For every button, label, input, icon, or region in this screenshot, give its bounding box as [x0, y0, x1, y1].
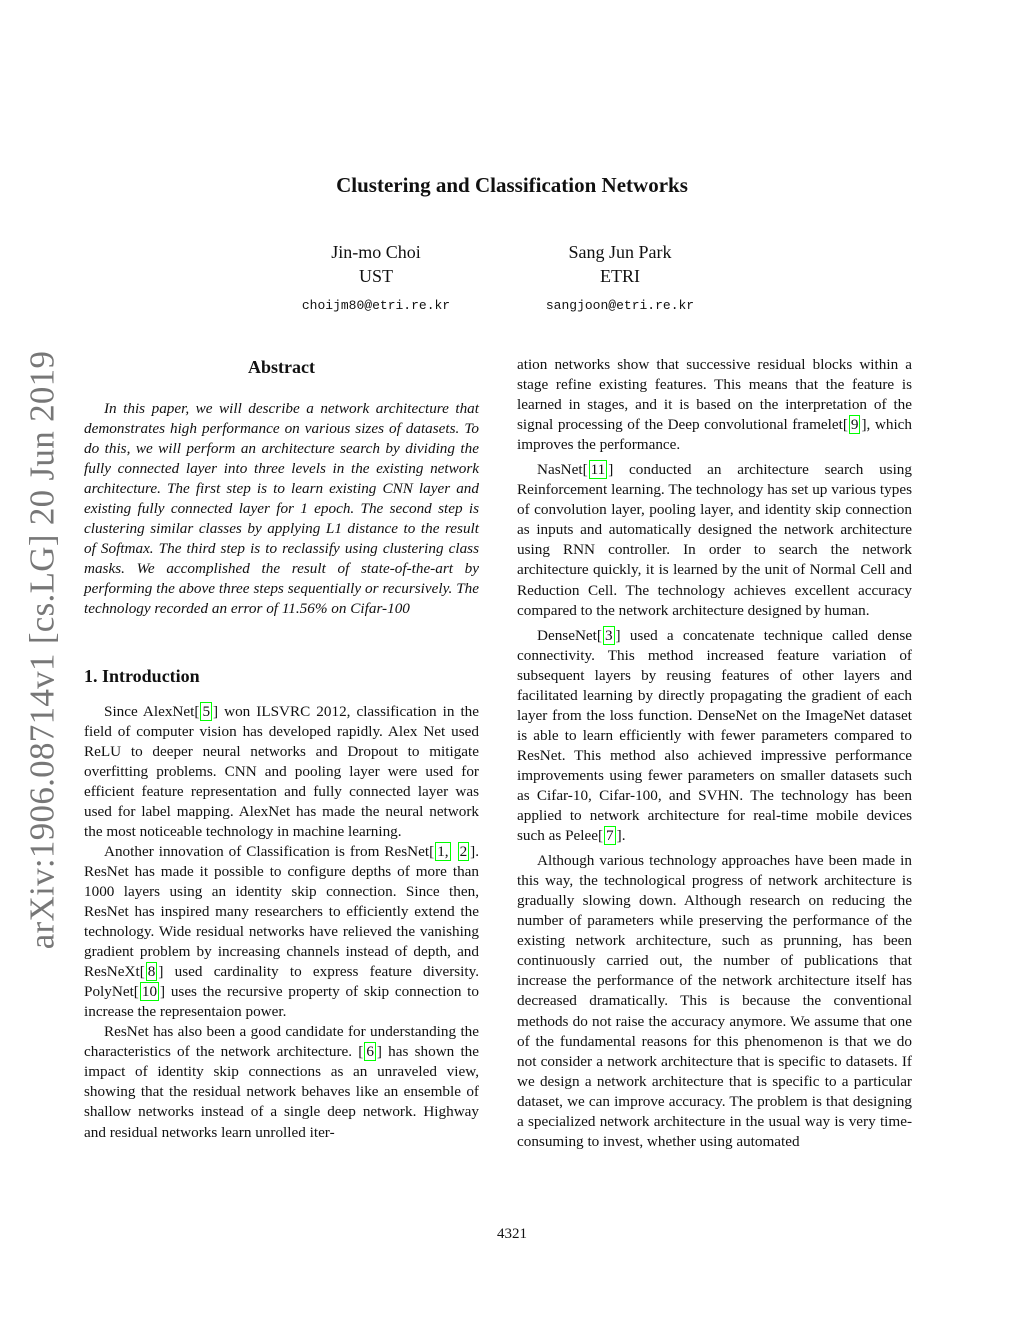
citation-link[interactable]: 2	[459, 842, 468, 860]
paragraph-text: Another innovation of Classification is from ResNet	[104, 842, 430, 860]
citation-link[interactable]: 9	[850, 416, 859, 434]
citation-link[interactable]: 3	[604, 626, 613, 644]
arxiv-identifier-watermark	[20, 350, 65, 949]
citation-link[interactable]: 1,	[437, 842, 449, 860]
intro-paragraph-6: DenseNet[ 3 ] used a concatenate technique called dense connectivity. This method increased feature variation of subsequent layers by reusing features of other layers and facilitated learning by directly propagating the gradient of each layer from the loss function. DenseNet on the ImageNet dataset is able to learn efficiently with fewer parameters compared to ResNet. This method also achieved impressive performance improvements using fewer parameters on smaller datasets such as Cifar-10, Cifar-100, and SVHN. The technology has been applied to network architecture for real-time mobile devices such as Pelee[ 7 ].	[517, 626, 912, 845]
intro-paragraph-5: NasNet[ 11 ] conducted an architecture search using Reinforcement learning. The technology has set up various types of convolution layer, pooling layer, and identity skip connection as inputs and automatically designed the network architecture using RNN controller. In order to search the network architecture quickly, it is learned by the unit of Normal Cell and Reduction Cell. The technology achieves excellent accuracy compared to the network architecture designed by human.	[517, 461, 912, 619]
paragraph-text: conducted an architecture search using Reinforcement learning. The technology has set up various types of convolution layer, pooling layer, and identity skip connection as inputs and automatically designed the network architecture using RNN controller. In order to search the network architecture quickly, it is learned by the unit of Normal Cell and Reduction Cell. The technology achieves excellent accuracy compared to the network architecture designed by human.	[517, 461, 912, 619]
paragraph-text: has shown the impact of identity skip connections as an unraveled view, showing that the residual network behaves like an ensemble of shallow networks instead of a single deep network. Highway and residual networks learn unrolled iter-	[84, 1043, 479, 1141]
author-name: Sang Jun Park	[568, 242, 672, 262]
paragraph-text: NasNet	[537, 461, 583, 479]
citation-link[interactable]: 7	[606, 827, 614, 845]
author-name: Jin-mo Choi	[331, 242, 421, 262]
citation-link[interactable]: 5	[202, 702, 211, 720]
paper-title: Clustering and Classification Networks	[336, 173, 688, 197]
arxiv-identifier-text: arXiv:1906.08714v1 [cs.LG] 20 Jun 2019	[22, 350, 62, 949]
paragraph-text: .	[621, 827, 626, 845]
author-block-1	[276, 240, 476, 318]
paragraph-text: won ILSVRC 2012, classification in the field of computer vision has developed rapidly. Alex Net used ReLU to deeper neural networks and Dropout to mitigate overfitting problems. CNN and pooling layer were used for efficient feature representation and fully connected layer was used for label mapping. AlexNet has made the neural network the most noticeable technology in machine learning.	[84, 702, 479, 840]
paragraph-text: Since AlexNet	[104, 702, 195, 720]
page-number: 4321	[497, 1226, 527, 1242]
paragraph-text: used cardinality to express feature diversity. PolyNet	[84, 963, 479, 1001]
left-column	[84, 355, 479, 1143]
paragraph-text: DenseNet	[537, 626, 597, 644]
intro-paragraph-1: Since AlexNet[ 5 ] won ILSVRC 2012, classification in the field of computer vision has developed rapidly. Alex Net used ReLU to deeper neural networks and Dropout to mitigate overfitting problems. CNN and pooling layer were used for efficient feature representation and fully connected layer was used for label mapping. AlexNet has made the neural network the most noticeable technology in machine learning.	[84, 702, 479, 840]
citation-link[interactable]: 11	[590, 461, 606, 479]
right-column	[517, 355, 912, 1152]
paragraph-text: ation networks show that successive residual blocks within a stage refine existing features. This means that the feature is learned in stages, and it is based on the interpretation of the signal processing of the Deep convolutional framelet	[517, 356, 912, 434]
author-email[interactable]: sangjoon@etri.re.kr	[545, 298, 695, 313]
citation-link[interactable]: 10	[141, 983, 158, 1001]
intro-paragraph-4: ation networks show that successive residual blocks within a stage refine existing features. This means that the feature is learned in stages, and it is based on the interpretation of the signal processing of the Deep convolutional framelet[ 9 ], which improves the performance.	[517, 356, 912, 454]
paragraph-text: uses the recursive property of skip connection to increase the representaion power.	[84, 983, 479, 1021]
citation-link[interactable]: 6	[366, 1043, 374, 1061]
paragraph-text: used a concatenate technique called dense connectivity. This method increased feature variation of subsequent layers by reusing features of other layers and facilitated learning by directly propagating the gradient of each layer from the loss function. DenseNet on the ImageNet dataset is able to learn efficiently with fewer parameters compared to ResNet. This method also achieved impressive performance improvements using fewer parameters on smaller datasets such as Cifar-10, Cifar-100, and SVHN. The technology has been applied to network architecture for real-time mobile devices such as Pelee	[517, 626, 912, 845]
author-email[interactable]: choijm80@etri.re.kr	[301, 298, 451, 313]
paragraph-text: . ResNet has made it possible to configure depths of more than 1000 layers using an identity skip connection. Since then, ResNet has inspired many researchers to efficiently extend the technology. Wide residual networks have relieved the vanishing gradient problem by increasing channels instead of depth, and ResNeXt	[84, 842, 480, 981]
abstract-heading: Abstract	[248, 357, 315, 377]
section-heading-introduction: 1. Introduction	[84, 665, 200, 686]
citation-link[interactable]: 8	[147, 963, 156, 981]
paragraph-text: ResNet has also been a good candidate for understanding the characteristics of the network architecture.	[84, 1023, 479, 1061]
intro-paragraph-2: Another innovation of Classification is from ResNet[ 1, 2 ]. ResNet has made it possible to configure depths of more than 1000 layers using an identity skip connection. Since then, ResNet has inspired many researchers to efficiently extend the technology. Wide residual networks have relieved the vanishing gradient problem by increasing channels instead of depth, and ResNeXt[ 8 ] used cardinality to express feature diversity. PolyNet[ 10 ] uses the recursive property of skip connection to increase the representaion power.	[84, 842, 480, 1021]
author-affiliation: ETRI	[600, 266, 640, 286]
intro-paragraph-3: ResNet has also been a good candidate for understanding the characteristics of the network architecture. [ 6 ] has shown the impact of identity skip connections as an unraveled view, showing that the residual network behaves like an ensemble of shallow networks instead of a single deep network. Highway and residual networks learn unrolled iter-	[84, 1023, 479, 1141]
author-block-2	[520, 240, 720, 318]
paragraph-text: , which improves the performance.	[517, 416, 912, 454]
intro-paragraph-7: Although various technology approaches have been made in this way, the technological progress of network architecture is gradually slowing down. Although research on reducing the number of parameters while preserving the performance of the existing network architecture, such as prunning, has been continuously carried out, the number of publications that increase the performance of the network architecture itself has decreased dramatically. This is because the conventional methods do not raise the accuracy anymore. We assume that one of the fundamental reasons for this phenomenon is that we do not consider a network architecture that is specific to datasets. If we design a network architecture that is specific to a particular dataset, we can improve accuracy. The problem is that designing a specialized network architecture in the usual way is very time-consuming to invest, whether using automated	[517, 852, 912, 1150]
abstract-text: In this paper, we will describe a network architecture that demonstrates high performance on various sizes of datasets. To do this, we will perform an architecture search by dividing the fully connected layer into three levels in the existing network architecture. The first step is to learn existing CNN layer and existing fully connected layer for 1 epoch. The second step is clustering similar classes by applying L1 distance to the result of Softmax. The third step is to reclassify using clustering class masks. We accomplished the result of state-of-the-art by performing the above three steps sequentially or recursively. The technology recorded an error of 11.56% on Cifar-100	[84, 400, 479, 618]
author-affiliation: UST	[358, 266, 393, 286]
